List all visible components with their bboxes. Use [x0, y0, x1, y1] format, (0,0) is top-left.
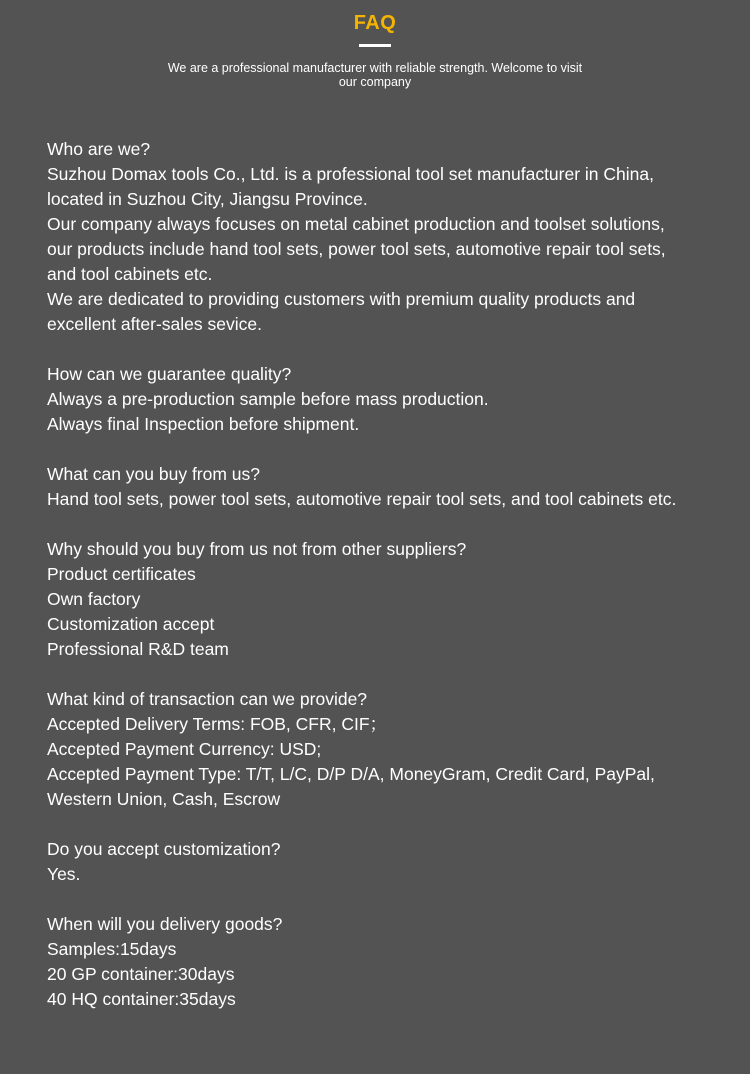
faq-answer-line: Own factory [47, 589, 141, 609]
faq-answer-line: Accepted Payment Currency: USD; [47, 739, 322, 759]
faq-section-products [47, 462, 737, 512]
faq-answer-line: We are dedicated to providing customers with premium quality products and [47, 289, 636, 309]
faq-answer-line: excellent after-sales sevice. [47, 314, 262, 334]
faq-section-delivery [47, 912, 737, 1012]
faq-section-transaction [47, 687, 737, 812]
page-title: FAQ [353, 12, 397, 34]
faq-answer-line: Samples:15days [47, 939, 177, 959]
page-subtitle [160, 61, 590, 89]
faq-answer-line: Always final Inspection before shipment. [47, 414, 360, 434]
faq-question: When will you delivery goods? [47, 914, 283, 934]
faq-section-why-us [47, 537, 737, 662]
faq-answer-line: Yes. [47, 864, 81, 884]
faq-answer-line: Always a pre-production sample before mass production. [47, 389, 489, 409]
title-divider [359, 44, 391, 47]
faq-question: What kind of transaction can we provide? [47, 689, 368, 709]
faq-section-who-are-we [47, 137, 737, 337]
faq-answer-line: Hand tool sets, power tool sets, automotive repair tool sets, and tool cabinets etc. [47, 489, 677, 509]
faq-answer-line: and tool cabinets etc. [47, 264, 213, 284]
faq-question: Who are we? [47, 139, 151, 159]
faq-answer-line: located in Suzhou City, Jiangsu Province. [47, 189, 368, 209]
faq-answer-line: 20 GP container:30days [47, 964, 235, 984]
faq-answer-line: Customization accept [47, 614, 215, 634]
faq-answer-line: Accepted Delivery Terms: FOB, CFR, CIF； [47, 714, 388, 734]
faq-question: What can you buy from us? [47, 464, 261, 484]
faq-content [47, 137, 737, 1037]
faq-answer-line: our products include hand tool sets, power tool sets, automotive repair tool sets, [47, 239, 666, 259]
faq-answer-line: Product certificates [47, 564, 196, 584]
faq-question: How can we guarantee quality? [47, 364, 292, 384]
subtitle-line: We are a professional manufacturer with reliable strength. Welcome to visit [167, 61, 583, 75]
faq-answer-line: Suzhou Domax tools Co., Ltd. is a professional tool set manufacturer in China, [47, 164, 654, 184]
faq-answer-line: 40 HQ container:35days [47, 989, 236, 1009]
faq-question: Do you accept customization? [47, 839, 281, 859]
subtitle-line: our company [338, 75, 412, 89]
faq-answer-line: Accepted Payment Type: T/T, L/C, D/P D/A, MoneyGram, Credit Card, PayPal, [47, 764, 655, 784]
faq-answer-line: Professional R&D team [47, 639, 229, 659]
faq-answer-line: Our company always focuses on metal cabinet production and toolset solutions, [47, 214, 665, 234]
faq-answer-line: Western Union, Cash, Escrow [47, 789, 281, 809]
faq-section-customization [47, 837, 737, 887]
faq-question: Why should you buy from us not from other suppliers? [47, 539, 467, 559]
faq-section-quality [47, 362, 737, 437]
